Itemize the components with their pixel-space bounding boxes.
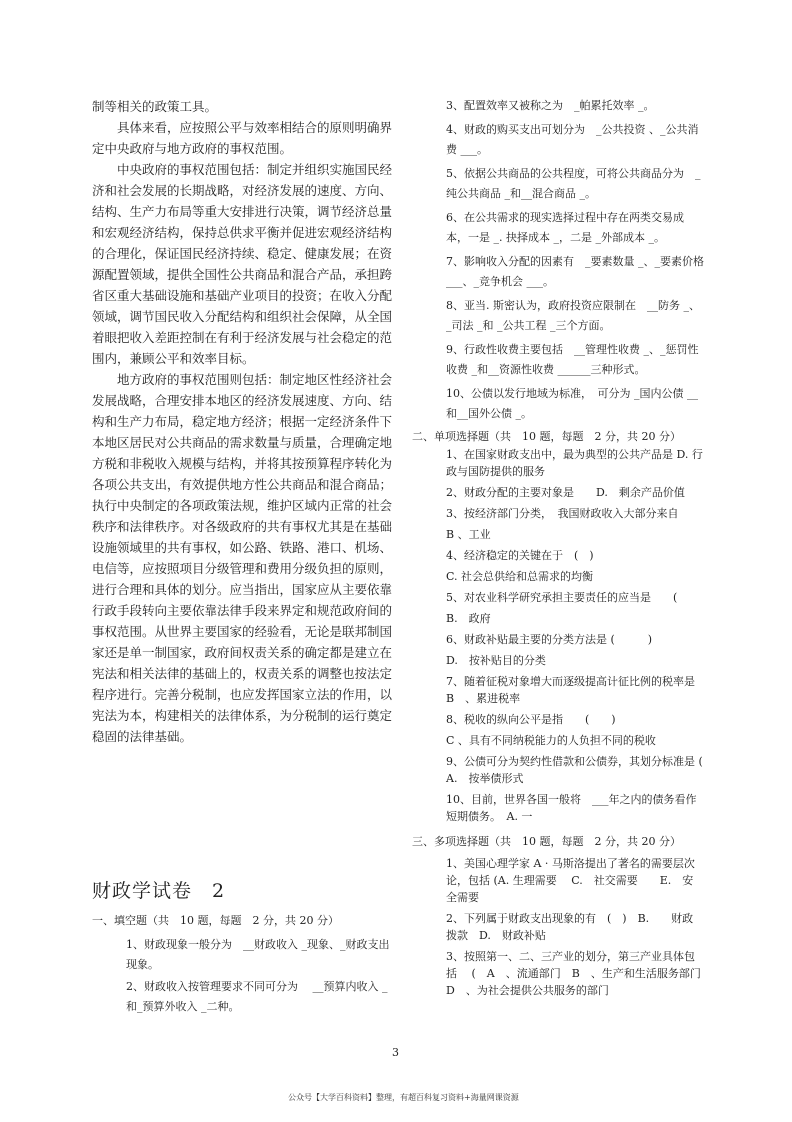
- fill-q7: 7、影响收入分配的因素有 _要素数量 _、_要素价格 ___、_竞争机会 ___。: [446, 255, 704, 288]
- single-q10: 10、目前，世界各国一般将 ___年之内的债务看作短期债务。 A. 一: [446, 793, 697, 823]
- fill-q8: 8、亚当. 斯密认为，政府投资应限制在 __防务 _、_司法 _和 _公共工程 _三个方面。: [446, 299, 700, 332]
- paragraph-2: 具体来看，应按照公平与效率相结合的原则明确界定中央政府与地方政府的事权范围。: [92, 120, 393, 156]
- single-q9: 9、公债可分为契约性借款和公债券，其划分标准是 ( A. 按举债形式: [446, 755, 714, 785]
- single-q3: 3、按经济部门分类， 我国财政收入大部分来自: [446, 507, 679, 520]
- footer-note: 公众号【大学百科资料】整理，有超百科复习资料+海量网课资源: [288, 1093, 519, 1102]
- single-q8-answer: C 、具有不同纳税能力的人负担不同的税收: [446, 734, 656, 747]
- multi-q3: 3、按照第一、二、三产业的划分，第三产业具体包括 ( A 、流通部门 B 、生产和生活服务部门 D 、为社会提供公共服务的部门: [446, 950, 712, 997]
- multi-q1: 1、美国心理学家 A · 马斯洛提出了著名的需要层次论，包括 (A. 生理需要 C. 社交需要 E. 安全需要: [446, 857, 695, 904]
- fill-q3: 3、配置效率又被称之为 _帕累托效率 _。: [446, 99, 655, 112]
- fill-q10: 10、公债以发行地域为标准， 可分为 _国内公债 __ 和__国外公债 _。: [446, 387, 698, 420]
- fill-q5: 5、依据公共商品的公共程度，可将公共商品分为 _纯公共商品 _和__混合商品 _。: [446, 167, 701, 200]
- single-q8: 8、税收的纵向公平是指 ( ): [446, 713, 616, 726]
- paragraph-central-powers: 中央政府的事权范围包括：制定并组织实施国民经济和社会发展的长期战略，对经济发展的速度、方向、结构、生产力布局等重大安排进行决策，调节经济总量和宏观经济结构，保持总供求平衡并促进宏观经济结构的合理化，保证国民经济持续、稳定、健康发展；在资源配置领域，提供全国性公共商品和混合产品，承担跨省区重大基础设施和基础产业项目的投资；在收入分配领域，调节国民收入分配结构和组织社会保障，从全国着眼把收入差距控制在有利于经济发展与社会稳定的范围内，兼顾公平和效率目标。: [92, 162, 393, 366]
- paragraph-1: 制等相关的政策工具。: [92, 99, 218, 114]
- single-q7: 7、随着征税对象增大而逐级提高计征比例的税率是 B 、累进税率: [446, 675, 706, 705]
- multi-q2: 2、下列属于财政支出现象的有 ( ) B. 财政拨款 D. 财政补贴: [446, 912, 694, 942]
- single-q4-answer: C. 社会总供给和总需求的均衡: [446, 570, 594, 583]
- single-q6-answer: D. 按补贴目的分类: [446, 654, 546, 667]
- right-column: [412, 96, 714, 999]
- single-q6: 6、财政补贴最主要的分类方法是 ( ): [446, 633, 653, 646]
- fill-q2: 2、财政收入按管理要求不同可分为 __预算内收入 _和_预算外收入 _二种。: [126, 980, 388, 1013]
- exam-title: 财政学试卷 2: [92, 880, 226, 902]
- multi-heading: 三、多项选择题（共 10 题，每题 2 分，共 20 分）: [412, 835, 681, 848]
- left-column: [92, 96, 392, 747]
- fill-section-left: [92, 912, 392, 1017]
- fill-q9: 9、行政性收费主要包括 __管理性收费 _、_惩罚性收费 _和__资源性收费 ______三种形式。: [446, 343, 699, 376]
- fill-heading: 一、填空题（共 10 题，每题 2 分，共 20 分）: [92, 914, 339, 927]
- single-q1: 1、在国家财政支出中，最为典型的公共产品是 D. 行政与国防提供的服务: [446, 448, 703, 478]
- single-q5: 5、对农业科学研究承担主要责任的应当是 (: [446, 591, 678, 604]
- single-q3-answer: B 、工业: [446, 528, 491, 541]
- single-heading: 二、单项选择题（共 10 题，每题 2 分，共 20 分）: [412, 430, 681, 443]
- single-q2: 2、财政分配的主要对象是 D. 剩余产品价值: [446, 486, 685, 499]
- fill-q6: 6、在公共需求的现实选择过程中存在两类交易成本，一是 _. 抉择成本 _，二是 _外部成本 _。: [446, 211, 684, 244]
- single-q5-answer: B. 政府: [446, 612, 491, 625]
- fill-q1: 1、财政现象一般分为 __财政收入 _现象、_财政支出 现象。: [126, 938, 390, 971]
- fill-q4: 4、财政的购买支出可划分为 _公共投资 、_公共消费 ___。: [446, 123, 699, 156]
- paragraph-local-powers: 地方政府的事权范围则包括：制定地区性经济社会发展战略，合理安排本地区的经济发展速度、方向、结构和生产力布局，稳定地方经济；根据一定经济条件下本地区居民对公共商品的需求数量与质量，合理确定地方税和非税收入规模与结构，并将其按预算程序转化为各项公共支出，有效提供地方性公共商品和混合商品；执行中央制定的各项政策法规，维护区域内正常的社会秩序和法律秩序。对各级政府的共有事权尤其是在基础设施领域里的共有事权，如公路、铁路、港口、机场、电信等，应按照项目分级管理和费用分级负担的原则，进行合理和具体的划分。应当指出，国家应从主要依靠行政手段转向主要依靠法律手段来界定和规范政府间的事权范围。从世界主要国家的经验看，无论是联邦制国家还是单一制国家，政府间权责关系的确定都是建立在宪法和相关法律的基础上的，权责关系的调整也按法定程序进行。完善分税制，也应发挥国家立法的作用，以宪法为本，构建相关的法律体系，为分税制的运行奠定稳固的法律基础。: [92, 372, 393, 744]
- single-q4: 4、经济稳定的关键在于 ( ): [446, 549, 594, 562]
- page-number: 3: [392, 1046, 399, 1059]
